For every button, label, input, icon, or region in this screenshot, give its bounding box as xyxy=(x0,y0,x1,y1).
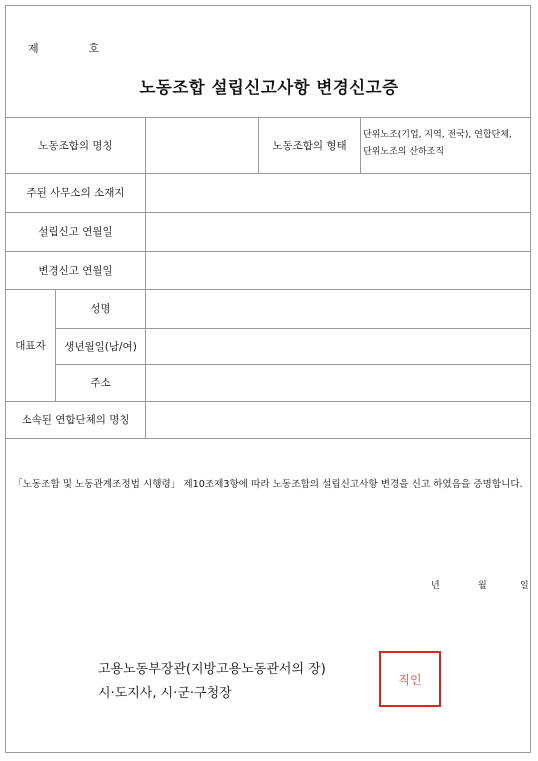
office-address-label: 주된 사무소의 소재지 xyxy=(26,187,125,199)
table-column-rule xyxy=(360,117,361,173)
union-type-options-line2: 단위노조의 산하조직 xyxy=(363,147,445,157)
certificate-frame xyxy=(5,5,531,753)
document-number xyxy=(28,40,99,56)
signatory-line1: 고용노동부장관(지방고용노동관서의 장) xyxy=(98,662,326,677)
change-date-label: 변경신고 연월일 xyxy=(38,264,113,277)
date-day: 일 xyxy=(520,581,529,591)
representative-label: 대표자 xyxy=(15,339,46,352)
rep-name-label: 성명 xyxy=(90,303,111,315)
change-date-value xyxy=(146,251,530,289)
date-month: 월 xyxy=(478,581,487,591)
number-prefix: 제 xyxy=(28,42,39,55)
office-address-value xyxy=(146,173,530,212)
federation-value xyxy=(146,401,530,438)
union-type-options-line1: 단위노조(기업, 지역, 전국), 연합단체, xyxy=(363,130,512,140)
union-name-label: 노동조합의 명칭 xyxy=(38,139,113,152)
official-seal-box xyxy=(379,651,441,707)
rep-birth-label: 생년월일(남/여) xyxy=(64,340,137,353)
page-title: 노동조합 설립신고사항 변경신고증 xyxy=(139,78,399,97)
union-name-value xyxy=(146,117,258,173)
signatory-line2: 시·도지사, 시·군·구청장 xyxy=(98,686,232,701)
rep-name-value xyxy=(146,289,530,328)
rep-address-value xyxy=(146,364,530,401)
date-year: 년 xyxy=(431,581,440,591)
union-type-label: 노동조합의 형태 xyxy=(272,139,347,152)
federation-label: 소속된 연합단체의 명칭 xyxy=(21,414,130,426)
rep-address-label: 주소 xyxy=(90,377,111,389)
number-suffix: 호 xyxy=(88,42,100,55)
table-bottom-rule xyxy=(6,438,530,439)
certification-text: 「노동조합 및 노동관계조정법 시행령」 제10조제3항에 따라 노동조합의 설립신고사항 변경을 신고 하였음을 증명합니다. xyxy=(13,479,523,490)
rep-birth-value xyxy=(146,328,530,364)
seal-label: 직인 xyxy=(398,672,422,687)
registration-date-value xyxy=(146,212,530,251)
registration-date-label: 설립신고 연월일 xyxy=(38,226,113,238)
